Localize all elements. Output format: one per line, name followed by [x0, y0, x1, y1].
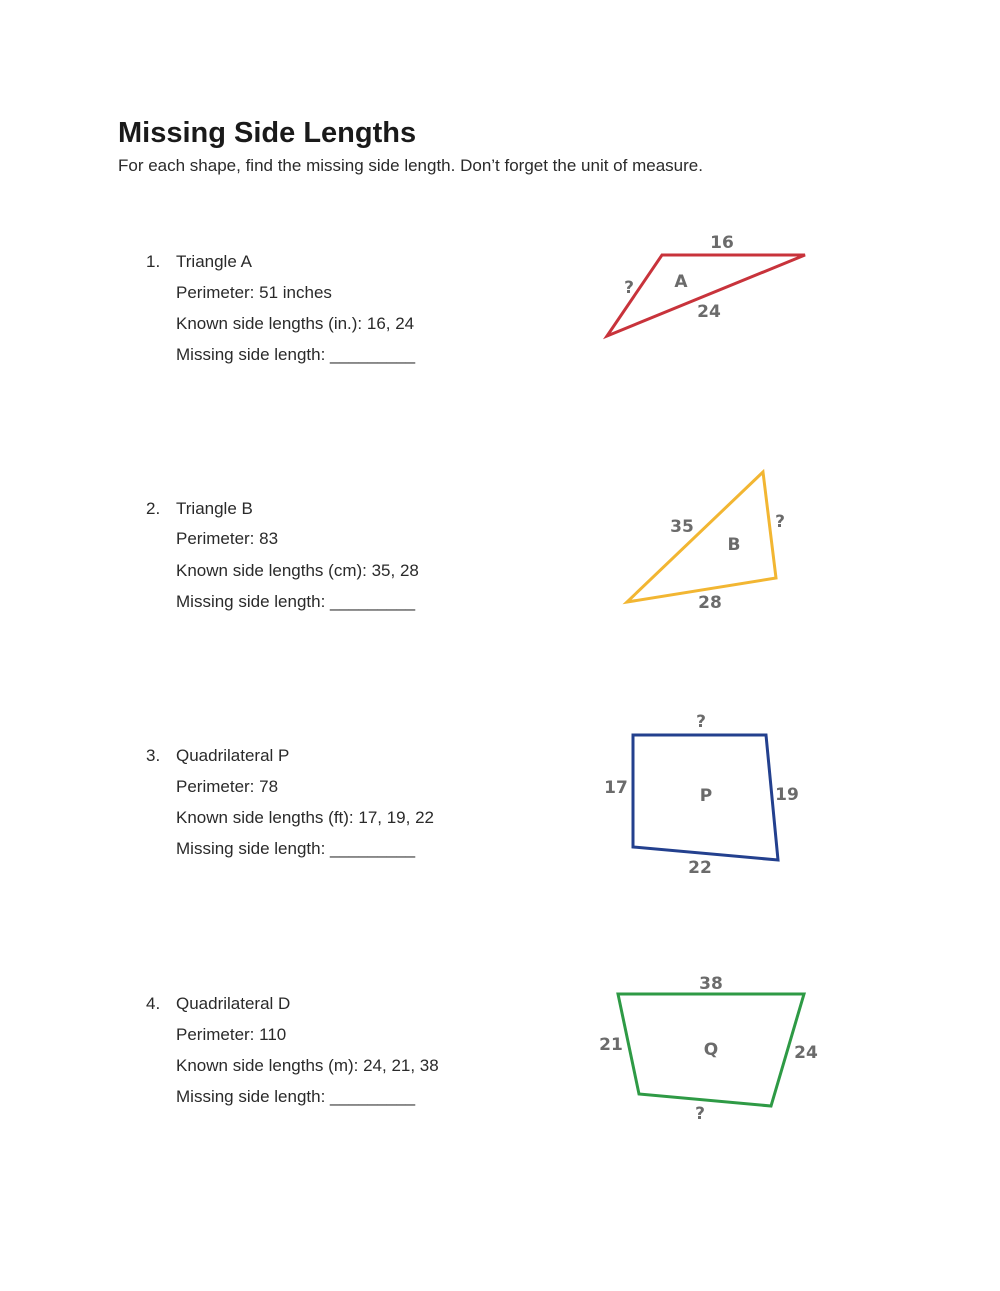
triangle-a-figure — [607, 233, 805, 336]
quadrilateral-p-figure — [604, 712, 799, 878]
problem-known-sides: Known side lengths (in.): 16, 24 — [176, 314, 415, 333]
quadrilateral-q-missing-side-label: ? — [695, 1104, 705, 1124]
problem-known-sides: Known side lengths (cm): 35, 28 — [176, 561, 419, 580]
quadrilateral-q-shape-label: Q — [703, 1040, 719, 1060]
problem-shape-name: Quadrilateral P — [176, 746, 290, 765]
quadrilateral-p-left-side-label: 17 — [604, 778, 628, 798]
page-title: Missing Side Lengths — [118, 117, 417, 149]
problem-perimeter: Perimeter: 78 — [176, 777, 279, 796]
triangle-a-long-side-label: 24 — [697, 302, 721, 322]
triangle-a-missing-side-label: ? — [624, 278, 634, 298]
quadrilateral-q-right-side-label: 24 — [794, 1043, 818, 1063]
triangle-b-missing-side-label: ? — [775, 512, 785, 532]
quadrilateral-p-bottom-side-label: 22 — [688, 858, 712, 878]
problem-missing-side: Missing side length: _________ — [176, 1087, 416, 1106]
problem-missing-side: Missing side length: _________ — [176, 345, 416, 364]
problem-known-sides: Known side lengths (m): 24, 21, 38 — [176, 1056, 439, 1075]
problem-number: 2. — [146, 499, 161, 518]
triangle-b-shape-label: B — [727, 535, 741, 555]
triangle-a-top-side-label: 16 — [710, 233, 734, 253]
problem-number: 4. — [146, 994, 161, 1013]
problem-shape-name: Triangle B — [176, 499, 253, 518]
problem-number: 3. — [146, 746, 161, 765]
quadrilateral-p-right-side-label: 19 — [775, 785, 799, 805]
triangle-b-bottom-side-label: 28 — [698, 593, 722, 613]
triangle-b-left-side-label: 35 — [670, 517, 694, 537]
triangle-a-outline — [607, 255, 805, 336]
problem-known-sides: Known side lengths (ft): 17, 19, 22 — [176, 808, 434, 827]
triangle-b-outline — [627, 472, 776, 602]
problem-missing-side: Missing side length: _________ — [176, 592, 416, 611]
problem-perimeter: Perimeter: 83 — [176, 529, 279, 548]
quadrilateral-q-top-side-label: 38 — [699, 974, 723, 994]
problem-perimeter: Perimeter: 110 — [176, 1025, 287, 1044]
quadrilateral-p-shape-label: P — [699, 786, 713, 806]
quadrilateral-q-left-side-label: 21 — [599, 1035, 623, 1055]
problem-number: 1. — [146, 252, 161, 271]
problem-perimeter: Perimeter: 51 inches — [176, 283, 332, 302]
problem-shape-name: Quadrilateral D — [176, 994, 291, 1013]
page-instructions: For each shape, find the missing side length. Don’t forget the unit of measure. — [118, 156, 703, 175]
quadrilateral-q-figure — [599, 974, 818, 1124]
problem-missing-side: Missing side length: _________ — [176, 839, 416, 858]
quadrilateral-p-missing-side-label: ? — [696, 712, 706, 732]
triangle-b-figure — [627, 472, 785, 613]
triangle-a-shape-label: A — [674, 272, 688, 292]
problem-shape-name: Triangle A — [176, 252, 252, 271]
